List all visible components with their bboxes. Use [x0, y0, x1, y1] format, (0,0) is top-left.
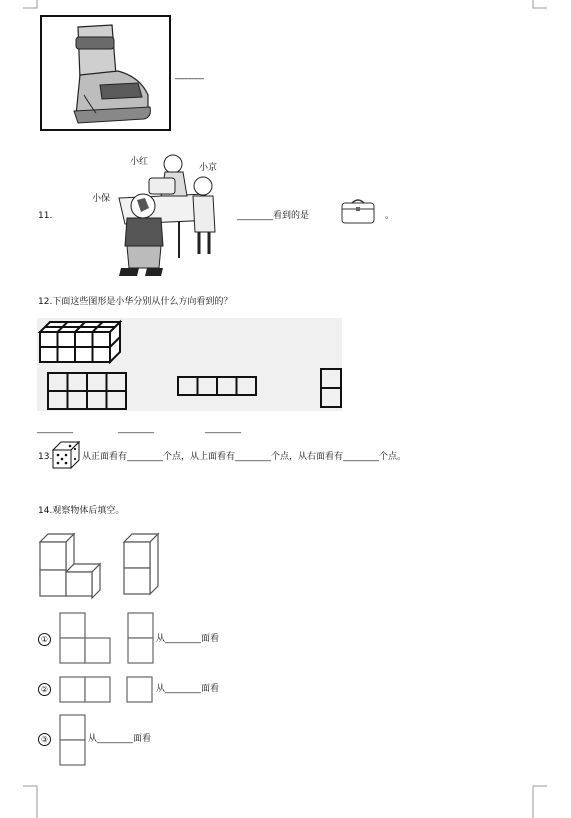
- l-shape-3d-figure: [40, 534, 102, 598]
- children-around-table-picture: [105, 150, 235, 278]
- q13-text-4: 个点。: [379, 452, 407, 462]
- q10-answer-blank[interactable]: ________: [175, 70, 203, 80]
- q12-title: 12.下面这些图形是小华分别从什么方向看到的？: [38, 297, 233, 307]
- q14-item-2-post: 面看: [201, 684, 220, 694]
- q14-item-2-number: ②: [38, 683, 51, 696]
- q14-item-1-l-view: [59, 612, 111, 664]
- bag-icon: [338, 197, 378, 227]
- dice-icon: [51, 440, 81, 470]
- q14-item-1-pre: 从: [156, 634, 166, 644]
- label-xiaohong: 小红: [130, 157, 149, 167]
- q14-item-3-number: ③: [38, 733, 51, 746]
- q14-item-2-pre: 从: [156, 684, 166, 694]
- q14-item-3-pre: 从: [88, 734, 98, 744]
- q11-answer-blank[interactable]: ________: [237, 211, 273, 221]
- q14-item-1-number: ①: [38, 633, 51, 646]
- q14-item-2-row-view: [59, 676, 111, 703]
- q14-item-3-blank[interactable]: ________: [97, 734, 134, 744]
- q13-blank-top[interactable]: ________: [235, 452, 272, 462]
- q14-item-1-post: 面看: [201, 634, 220, 644]
- q11-end: 。: [385, 211, 395, 221]
- q12-answer-3[interactable]: ________: [205, 424, 241, 434]
- q14-item-2-square-view: [126, 676, 153, 703]
- q13-text-1: 从正面看有: [82, 452, 128, 462]
- label-xiaobao: 小保: [92, 194, 111, 204]
- q12-answer-2[interactable]: ________: [118, 424, 154, 434]
- q13-blank-front[interactable]: ________: [127, 452, 164, 462]
- q14-item-1-column-view: [127, 612, 155, 664]
- q14-item-2-blank[interactable]: ________: [165, 684, 202, 694]
- q13-text-3: 个点，从右面看有: [271, 452, 344, 462]
- q13-number: 13.: [38, 452, 53, 462]
- boot-picture: [40, 15, 175, 135]
- q13-text-2: 个点，从上面看有: [163, 452, 236, 462]
- view-row-1x4: [177, 376, 257, 396]
- q13-blank-right[interactable]: ________: [343, 452, 380, 462]
- q14-title: 14.观察物体后填空。: [38, 506, 125, 516]
- view-grid-2x4: [47, 372, 127, 410]
- q12-answer-1[interactable]: ________: [37, 424, 73, 434]
- q11-number: 11.: [38, 211, 53, 221]
- column-3d-figure: [124, 534, 160, 596]
- q14-item-3-column-view: [59, 714, 87, 766]
- q14-item-1-blank[interactable]: ________: [165, 634, 202, 644]
- cube-3d-row: [40, 322, 122, 364]
- label-xiaojing: 小京: [199, 163, 218, 173]
- view-column-2x1: [320, 368, 342, 408]
- q14-item-3-post: 面看: [133, 734, 152, 744]
- q11-text: 看到的是: [273, 211, 310, 221]
